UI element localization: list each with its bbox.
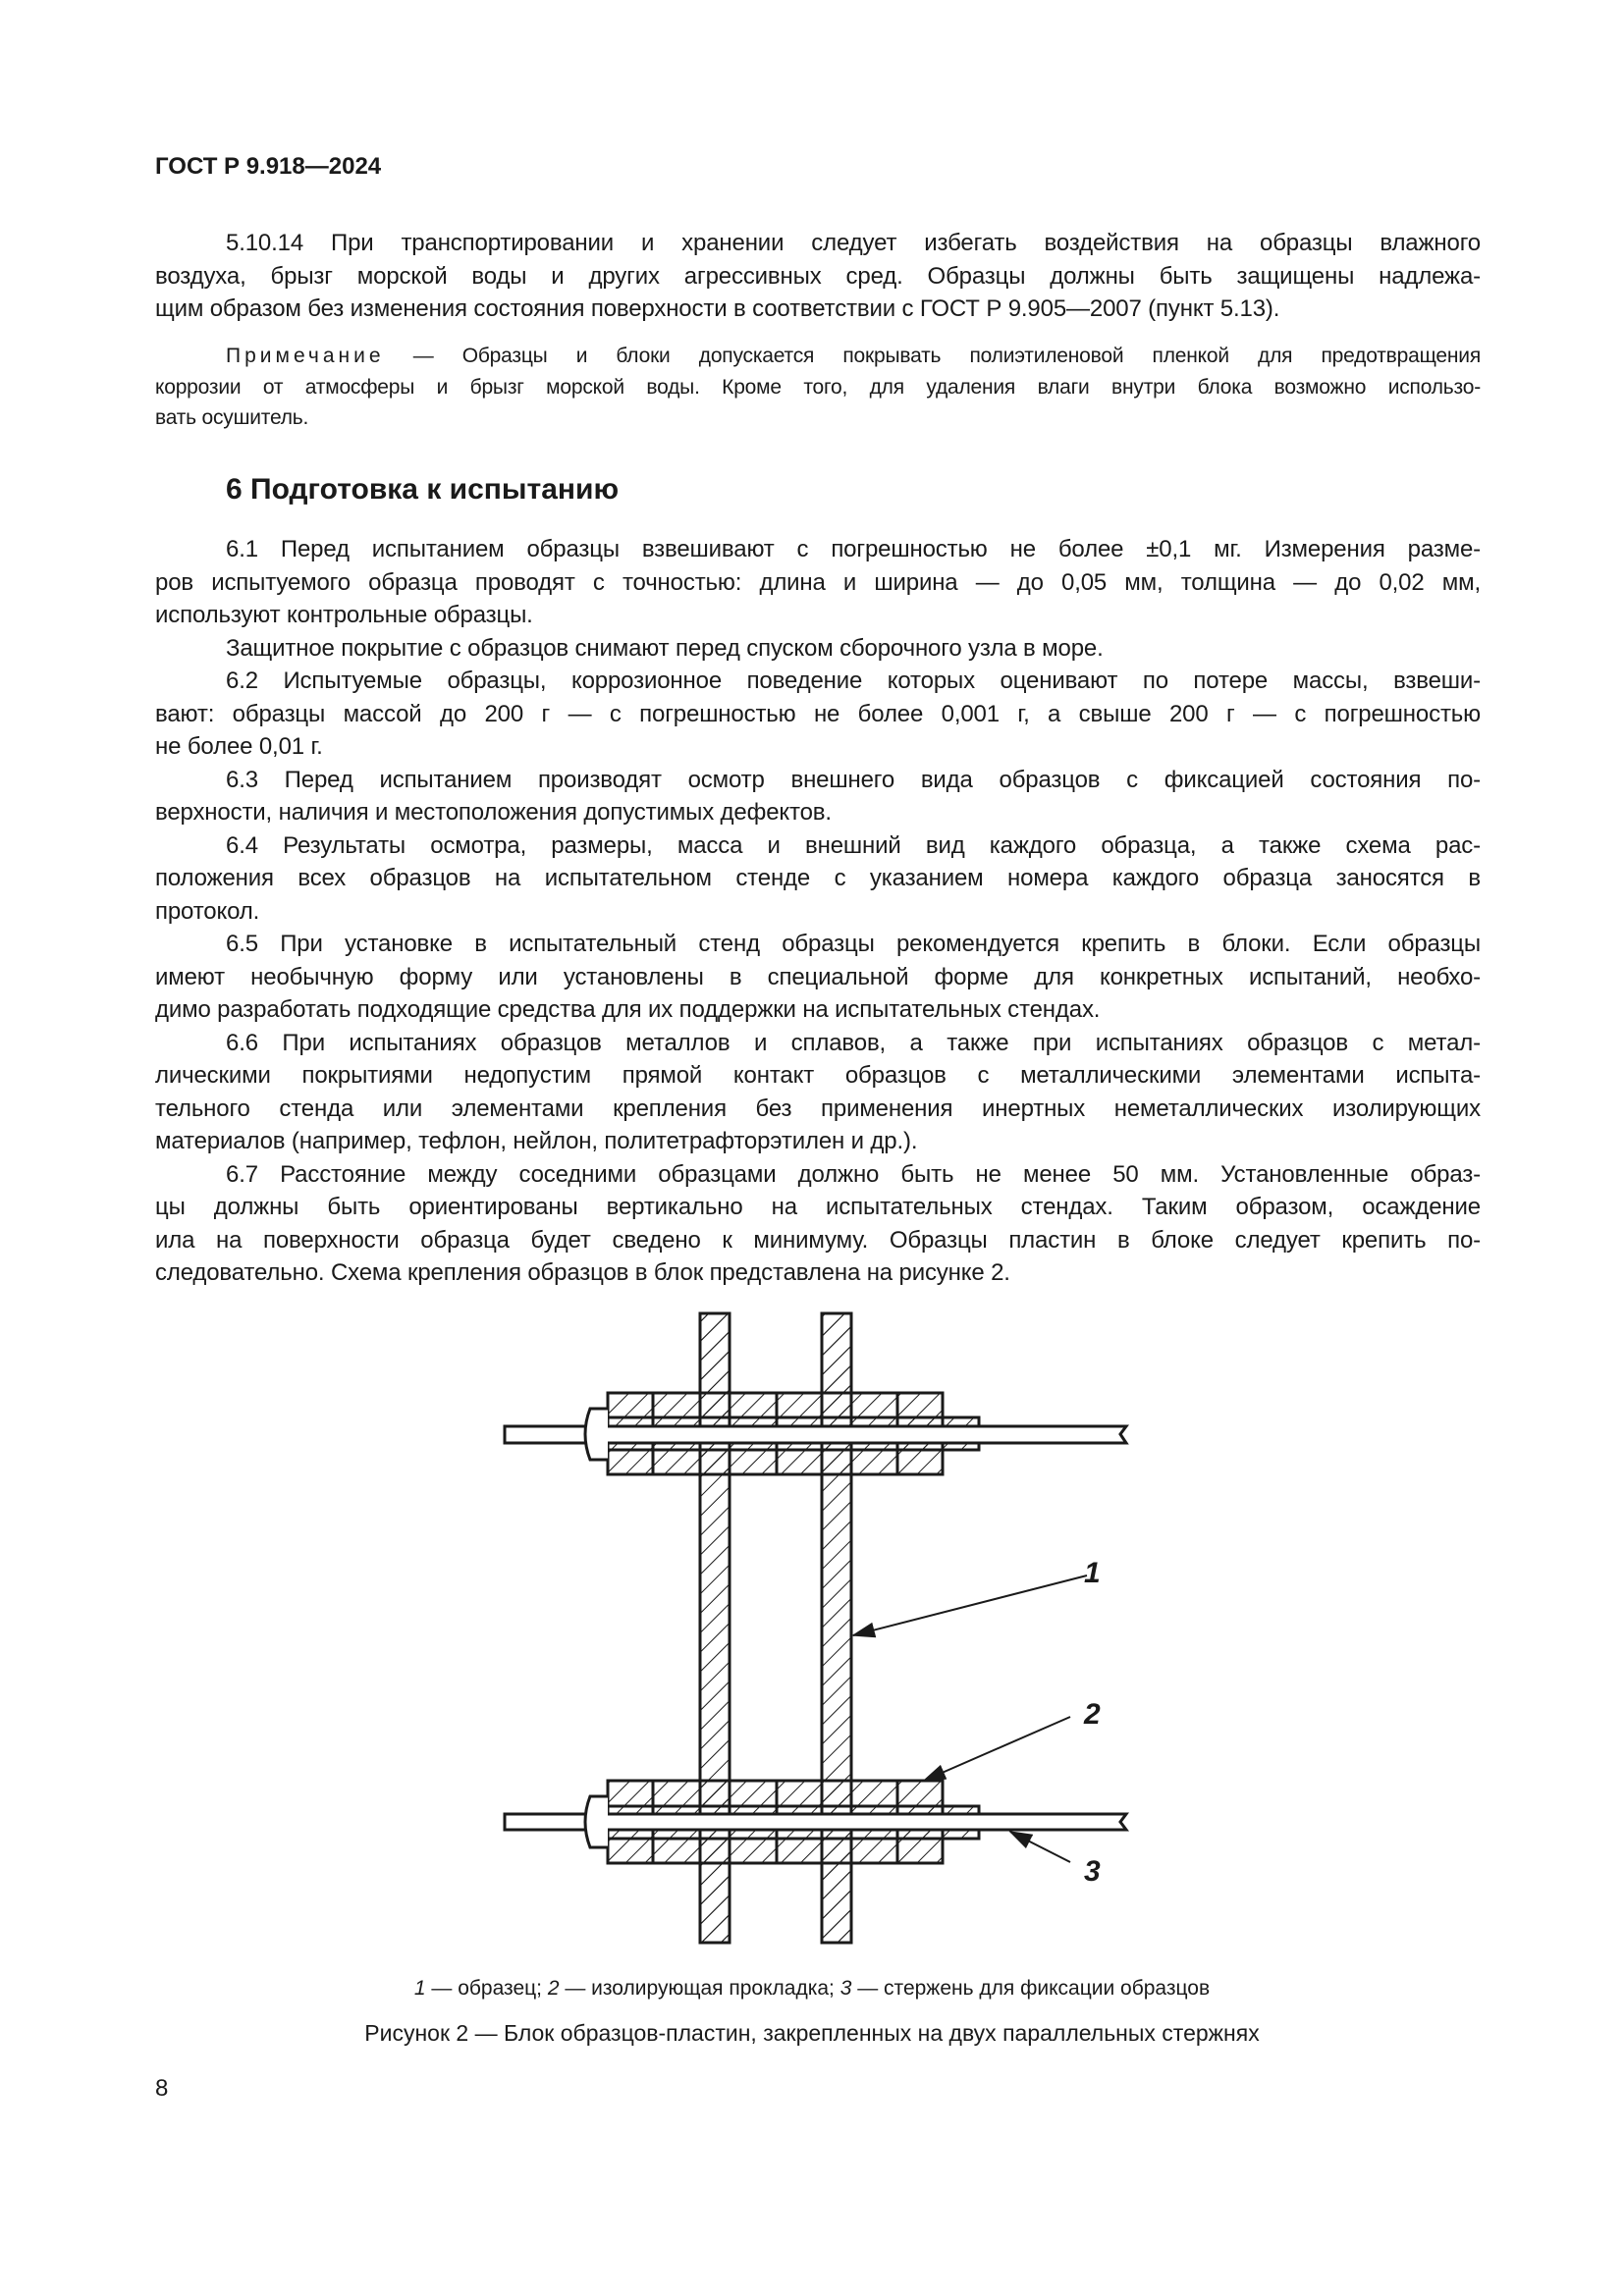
legend-num: 1 — [413, 1977, 426, 2000]
text-line: материалов (например, тефлон, нейлон, политетрафторэтилен и др.). — [155, 1128, 918, 1154]
text-line: 6.7 Расстояние между соседними образцами должно быть не менее 50 мм. Установленные образ- — [226, 1160, 1481, 1188]
text-line: вают: образцы массой до 200 г — с погрешностью не более 0,001 г, а свыше 200 г — с погрешностью — [155, 700, 1481, 727]
leader-3 — [1010, 1832, 1070, 1862]
legend-text: — изолирующая прокладка; — [559, 1977, 840, 2000]
callout-2: 2 — [1084, 1698, 1101, 1731]
text-line: верхности, наличия и местоположения допустимых дефектов. — [155, 799, 832, 826]
document-header: ГОСТ Р 9.918—2024 — [155, 153, 382, 180]
text-line: димо разработать подходящие средства для их поддержки на испытательных стендах. — [155, 996, 1101, 1023]
text-line: 6.5 При установке в испытательный стенд образцы рекомендуется крепить в блоки. Если образцы — [226, 931, 1481, 957]
text-line: 6.3 Перед испытанием производят осмотр внешнего вида образцов с фиксацией состояния по- — [226, 766, 1481, 793]
text-line: коррозии от атмосферы и брызг морской воды. Кроме того, для удаления влаги внутри блока возможно использо- — [155, 375, 1481, 399]
section-title: 6 Подготовка к испытанию — [226, 473, 620, 506]
text-line: щим образом без изменения состояния поверхности в соответствии с ГОСТ Р 9.905—2007 (пункт 5.13). — [155, 295, 1280, 322]
callout-3: 3 — [1084, 1855, 1101, 1888]
figure-caption: Рисунок 2 — Блок образцов-пластин, закрепленных на двух параллельных стержнях — [364, 2020, 1260, 2046]
text-line: цы должны быть ориентированы вертикально на испытательных стендах. Таким образом, осаждение — [155, 1194, 1481, 1220]
note-label: Примечание — [226, 345, 385, 367]
text-line: ров испытуемого образца проводят с точностью: длина и ширина — до 0,05 мм, толщина — до 0,02 мм, — [155, 568, 1481, 596]
text-line: воздуха, брызг морской воды и других агрессивных сред. Образцы должны быть защищены надлежа- — [155, 262, 1481, 290]
text-line: имеют необычную форму или установлены в специальной форме для конкретных испытаний, необхо- — [155, 963, 1481, 990]
text-line: 6.6 При испытаниях образцов металлов и сплавов, а также при испытаниях образцов с метал- — [226, 1029, 1481, 1056]
text-line: 6.2 Испытуемые образцы, коррозионное поведение которых оценивают по потере массы, взвеши- — [226, 667, 1481, 694]
text-line: 6.4 Результаты осмотра, размеры, масса и внешний вид каждого образца, а также схема рас- — [226, 831, 1481, 859]
text-line: следовательно. Схема крепления образцов в блок представлена на рисунке 2. — [155, 1259, 1010, 1286]
legend-text: — стержень для фиксации образцов — [851, 1977, 1211, 2000]
nut — [585, 1796, 608, 1847]
text-line: не более 0,01 г. — [155, 733, 323, 760]
text-line: Защитное покрытие с образцов снимают перед спуском сборочного узла в море. — [226, 634, 1104, 662]
leader-1 — [853, 1575, 1087, 1635]
text-line: используют контрольные образцы. — [155, 602, 533, 628]
text-line: положения всех образцов на испытательном стенде с указанием номера каждого образца заносятся в — [155, 865, 1481, 891]
callout-1: 1 — [1084, 1557, 1101, 1589]
insulating-spacers-top — [608, 1313, 979, 1474]
leader-2 — [924, 1717, 1070, 1781]
legend-num: 3 — [839, 1977, 852, 2000]
note-text: — Образцы и блоки допускается покрывать полиэтиленовой пленкой для предотвращения — [384, 345, 1481, 367]
nut — [585, 1409, 608, 1460]
text-line: тельного стенда или элементами крепления без применения инертных неметаллических изолирующих — [155, 1095, 1481, 1122]
text-line: вать осушитель. — [155, 406, 309, 429]
text-line: лическими покрытиями недопустим прямой контакт образцов с металлическими элементами испыта- — [155, 1062, 1481, 1089]
legend-text: — образец; — [425, 1977, 548, 2000]
figure-legend — [0, 1977, 1624, 2001]
legend-num: 2 — [547, 1977, 560, 2000]
insulating-spacers-bottom — [608, 1781, 979, 1943]
page-number: 8 — [155, 2075, 169, 2102]
text-line: протокол. — [155, 897, 260, 925]
text-line: 5.10.14 При транспортировании и хранении следует избегать воздействия на образцы влажного — [226, 230, 1481, 256]
text-line: 6.1 Перед испытанием образцы взвешивают с погрешностью не более ±0,1 мг. Измерения разме- — [226, 536, 1481, 562]
text-line: ила на поверхности образца будет сведено к минимуму. Образцы пластин в блоке следует крепить по- — [155, 1226, 1481, 1254]
